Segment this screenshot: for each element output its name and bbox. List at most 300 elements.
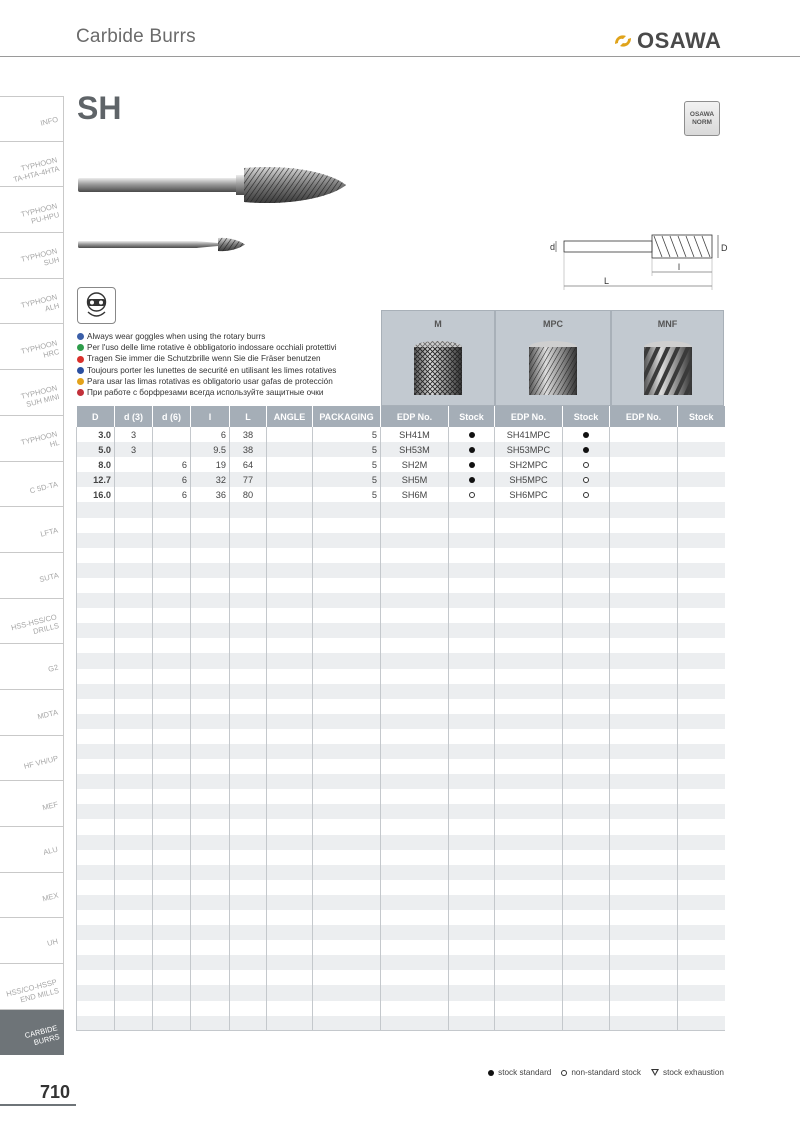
table-cell (267, 940, 313, 955)
sidebar-item[interactable] (0, 827, 64, 873)
table-cell: 8.0 (77, 457, 115, 472)
table-cell (313, 819, 381, 834)
table-cell (381, 819, 449, 834)
table-cell (495, 714, 563, 729)
table-cell (77, 518, 115, 533)
flag-icon (77, 389, 84, 396)
sidebar-item[interactable] (0, 370, 64, 416)
table-row (77, 835, 725, 850)
table-cell (115, 850, 153, 865)
table-row (77, 669, 725, 684)
cut-MNF-image (640, 339, 696, 399)
table-cell (449, 910, 495, 925)
table-cell (267, 835, 313, 850)
table-cell (563, 578, 610, 593)
table-cell (381, 970, 449, 985)
warning-text: При работе с борфрезами всегда используйте защитные очки (87, 388, 324, 398)
table-cell (678, 774, 725, 789)
table-cell (115, 880, 153, 895)
table-cell (495, 925, 563, 940)
table-cell (153, 729, 191, 744)
table-cell (449, 502, 495, 517)
table-cell (267, 593, 313, 608)
table-cell (449, 1001, 495, 1016)
table-cell (191, 608, 230, 623)
table-cell (563, 442, 610, 457)
table-cell (313, 895, 381, 910)
table-cell (449, 669, 495, 684)
table-cell (495, 669, 563, 684)
warning-text: Toujours porter les lunettes de securité en utilisant les limes rotatives (87, 365, 337, 375)
table-cell (495, 789, 563, 804)
table-cell (115, 623, 153, 638)
table-cell (153, 563, 191, 578)
table-cell (115, 487, 153, 502)
table-cell (563, 472, 610, 487)
table-cell (115, 925, 153, 940)
sidebar-item-label: MEX (41, 890, 60, 904)
table-cell (230, 518, 267, 533)
table-cell (267, 985, 313, 1000)
triangle-icon (651, 1069, 659, 1076)
table-cell: 38 (230, 427, 267, 442)
table-cell (610, 744, 678, 759)
table-cell (153, 593, 191, 608)
sidebar-item[interactable] (0, 964, 64, 1010)
sidebar-item[interactable] (0, 96, 64, 142)
table-cell (115, 653, 153, 668)
table-cell (267, 759, 313, 774)
table-cell (230, 774, 267, 789)
table-cell (77, 955, 115, 970)
table-cell (610, 608, 678, 623)
dimension-drawing (546, 226, 730, 294)
table-cell (115, 789, 153, 804)
table-cell (610, 593, 678, 608)
empty-dot-icon (583, 462, 589, 468)
sidebar-item-label: CARBIDE BURRS (23, 1023, 61, 1048)
table-row (77, 457, 725, 472)
table-cell (191, 1016, 230, 1031)
table-cell (381, 729, 449, 744)
table-cell (495, 563, 563, 578)
table-cell (610, 925, 678, 940)
table-cell: 5 (313, 442, 381, 457)
table-row (77, 684, 725, 699)
table-row (77, 502, 725, 517)
table-cell (267, 910, 313, 925)
table-cell: 80 (230, 487, 267, 502)
table-cell (449, 880, 495, 895)
table-cell (381, 533, 449, 548)
table-cell (381, 1001, 449, 1016)
sidebar-item[interactable] (0, 187, 64, 233)
table-cell (678, 940, 725, 955)
table-cell (267, 502, 313, 517)
table-cell (313, 804, 381, 819)
sidebar-item[interactable] (0, 599, 64, 645)
table-cell (153, 518, 191, 533)
table-cell (563, 638, 610, 653)
page-title: Carbide Burrs (76, 26, 196, 47)
sidebar-item-label: HSS-HSS/CO DRILLS (10, 612, 61, 636)
table-row (77, 653, 725, 668)
table-cell (77, 578, 115, 593)
stock-legend (488, 1068, 724, 1077)
table-cell (153, 759, 191, 774)
cut-type-M (381, 310, 495, 406)
table-cell (563, 819, 610, 834)
table-cell (77, 699, 115, 714)
table-cell (115, 804, 153, 819)
table-cell (115, 729, 153, 744)
table-cell (449, 970, 495, 985)
column-header: EDP No. (495, 406, 563, 427)
table-cell (381, 1016, 449, 1031)
table-cell (610, 684, 678, 699)
table-cell (381, 789, 449, 804)
dim-L-label: L (604, 276, 610, 286)
table-cell (191, 563, 230, 578)
table-cell: 3.0 (77, 427, 115, 442)
table-cell (449, 729, 495, 744)
column-header: l (191, 406, 230, 427)
table-cell (449, 804, 495, 819)
table-cell (153, 638, 191, 653)
table-row (77, 850, 725, 865)
table-cell (449, 865, 495, 880)
table-cell (449, 427, 495, 442)
empty-dot-icon (583, 492, 589, 498)
table-cell (449, 533, 495, 548)
table-row (77, 940, 725, 955)
column-header: d (3) (115, 406, 153, 427)
filled-dot-icon (583, 432, 589, 438)
burr-small-image (78, 234, 248, 256)
table-row (77, 608, 725, 623)
table-cell (563, 744, 610, 759)
table-cell (267, 1016, 313, 1031)
table-cell (495, 593, 563, 608)
table-cell (449, 985, 495, 1000)
table-cell (610, 578, 678, 593)
sidebar-item[interactable] (0, 279, 64, 325)
brand-logo (612, 28, 721, 54)
sidebar-item[interactable] (0, 416, 64, 462)
table-cell (115, 502, 153, 517)
table-row (77, 970, 725, 985)
table-cell (313, 623, 381, 638)
table-cell (191, 518, 230, 533)
table-cell (153, 684, 191, 699)
table-row (77, 548, 725, 563)
table-cell (115, 955, 153, 970)
table-cell (678, 895, 725, 910)
table-cell (610, 653, 678, 668)
flag-icon (77, 333, 84, 340)
table-cell (153, 789, 191, 804)
table-cell (381, 518, 449, 533)
table-cell (230, 578, 267, 593)
cut-type-label: MPC (543, 319, 563, 329)
table-cell (267, 684, 313, 699)
table-cell (381, 910, 449, 925)
table-row (77, 578, 725, 593)
table-cell (230, 502, 267, 517)
table-cell (563, 593, 610, 608)
table-cell (449, 835, 495, 850)
sidebar-item-label: MDTA (36, 707, 60, 722)
table-cell (230, 895, 267, 910)
sidebar-item[interactable] (0, 462, 64, 508)
table-cell (77, 653, 115, 668)
table-cell (678, 608, 725, 623)
table-row (77, 729, 725, 744)
table-cell (115, 910, 153, 925)
sidebar-item-label: TYPHOON HL (19, 429, 61, 450)
table-cell (115, 578, 153, 593)
brand-name: OSAWA (637, 28, 722, 53)
table-cell (449, 940, 495, 955)
cut-type-label: MNF (657, 319, 678, 329)
table-cell: 5 (313, 487, 381, 502)
table-cell (495, 835, 563, 850)
table-row (77, 925, 725, 940)
sidebar-item[interactable] (0, 553, 64, 599)
table-cell (230, 759, 267, 774)
table-cell (267, 699, 313, 714)
table-cell (153, 533, 191, 548)
table-cell (449, 789, 495, 804)
sidebar-item[interactable] (0, 918, 64, 964)
table-cell (313, 1001, 381, 1016)
table-cell (495, 910, 563, 925)
table-cell: SH53M (381, 442, 449, 457)
table-cell (230, 865, 267, 880)
table-cell (313, 684, 381, 699)
table-cell (77, 804, 115, 819)
table-cell (495, 518, 563, 533)
table-cell: 16.0 (77, 487, 115, 502)
sidebar-item[interactable] (0, 1010, 64, 1056)
table-row (77, 427, 725, 442)
table-cell (610, 533, 678, 548)
table-cell (191, 910, 230, 925)
table-cell (563, 925, 610, 940)
sidebar-item[interactable] (0, 736, 64, 782)
table-cell (610, 1016, 678, 1031)
table-row (77, 759, 725, 774)
table-cell (610, 1001, 678, 1016)
table-cell (678, 427, 725, 442)
table-cell (77, 970, 115, 985)
table-cell (381, 759, 449, 774)
table-cell (563, 774, 610, 789)
sidebar-item[interactable] (0, 873, 64, 919)
osawa-logo-icon (612, 30, 634, 52)
table-cell (449, 774, 495, 789)
table-cell (610, 472, 678, 487)
table-cell (115, 608, 153, 623)
table-cell (77, 895, 115, 910)
table-cell (267, 925, 313, 940)
table-cell (495, 865, 563, 880)
table-cell (495, 533, 563, 548)
table-cell (191, 880, 230, 895)
warning-text: Tragen Sie immer die Schutzbrille wenn Sie die Fräser benutzen (87, 354, 321, 364)
table-row (77, 472, 725, 487)
warning-text: Always wear goggles when using the rotary burrs (87, 332, 266, 341)
table-cell (610, 850, 678, 865)
table-cell (230, 985, 267, 1000)
table-cell (381, 925, 449, 940)
table-cell: 32 (191, 472, 230, 487)
table-cell (381, 623, 449, 638)
table-cell (267, 518, 313, 533)
table-cell (678, 1001, 725, 1016)
table-cell (563, 880, 610, 895)
table-cell (77, 850, 115, 865)
table-cell (267, 487, 313, 502)
flag-icon (77, 378, 84, 385)
dim-d-label: d (550, 242, 556, 252)
table-cell (230, 925, 267, 940)
table-cell (191, 895, 230, 910)
table-cell (313, 850, 381, 865)
table-cell (678, 472, 725, 487)
sidebar-item[interactable] (0, 324, 64, 370)
table-cell (77, 985, 115, 1000)
burr-large-image (78, 162, 348, 210)
sidebar-item[interactable] (0, 507, 64, 553)
sidebar-item[interactable] (0, 690, 64, 736)
table-cell: SH41MPC (495, 427, 563, 442)
sidebar-item-label: TYPHOON SUH (19, 246, 61, 268)
table-cell (610, 729, 678, 744)
table-cell: 5 (313, 472, 381, 487)
table-cell (77, 669, 115, 684)
table-cell: 9.5 (191, 442, 230, 457)
table-cell (115, 759, 153, 774)
table-cell (563, 487, 610, 502)
table-cell (153, 442, 191, 457)
table-cell (563, 789, 610, 804)
safety-warnings (77, 331, 337, 398)
table-cell (115, 472, 153, 487)
table-cell: 6 (191, 427, 230, 442)
column-header: Stock (449, 406, 495, 427)
warning-line (77, 376, 337, 387)
table-cell (381, 669, 449, 684)
table-cell (563, 1001, 610, 1016)
table-cell (77, 729, 115, 744)
table-cell (313, 714, 381, 729)
table-cell (495, 880, 563, 895)
table-cell (678, 684, 725, 699)
table-cell (313, 940, 381, 955)
table-cell (678, 850, 725, 865)
table-cell (449, 895, 495, 910)
column-header: PACKAGING (313, 406, 381, 427)
table-cell (563, 427, 610, 442)
table-cell: 12.7 (77, 472, 115, 487)
table-cell (77, 819, 115, 834)
flag-icon (77, 367, 84, 374)
table-row (77, 1016, 725, 1031)
column-header: ANGLE (267, 406, 313, 427)
table-cell (610, 789, 678, 804)
table-cell (449, 699, 495, 714)
table-cell (610, 895, 678, 910)
table-cell (610, 563, 678, 578)
sidebar-item[interactable] (0, 781, 64, 827)
table-cell (381, 563, 449, 578)
table-cell (449, 457, 495, 472)
table-cell (230, 638, 267, 653)
sidebar-item[interactable] (0, 233, 64, 279)
table-cell (77, 880, 115, 895)
table-cell (115, 940, 153, 955)
table-cell (449, 759, 495, 774)
table-cell (678, 593, 725, 608)
table-cell (267, 970, 313, 985)
warning-text: Per l'uso delle lime rotative è obbligatorio indossare occhiali protettivi (87, 343, 337, 353)
table-cell (313, 925, 381, 940)
table-cell (610, 865, 678, 880)
table-cell (153, 1001, 191, 1016)
table-cell (153, 714, 191, 729)
table-cell (610, 669, 678, 684)
table-cell: SH5MPC (495, 472, 563, 487)
table-cell (230, 669, 267, 684)
table-cell (495, 608, 563, 623)
table-cell (115, 774, 153, 789)
flag-icon (77, 356, 84, 363)
filled-dot-icon (488, 1070, 494, 1076)
table-cell (191, 548, 230, 563)
table-cell (77, 865, 115, 880)
table-cell: SH2MPC (495, 457, 563, 472)
table-cell (153, 910, 191, 925)
table-cell (115, 970, 153, 985)
table-row (77, 487, 725, 502)
table-cell (449, 472, 495, 487)
table-cell (678, 442, 725, 457)
warning-line (77, 365, 337, 376)
table-cell (678, 819, 725, 834)
table-header-row (77, 406, 725, 427)
sidebar-item[interactable] (0, 644, 64, 690)
table-cell (267, 895, 313, 910)
table-cell (313, 608, 381, 623)
table-cell (313, 638, 381, 653)
table-cell (563, 970, 610, 985)
warning-text: Para usar las limas rotativas es obligatorio usar gafas de protección (87, 376, 333, 386)
table-cell (153, 819, 191, 834)
table-cell (267, 880, 313, 895)
sidebar-item[interactable] (0, 142, 64, 188)
table-cell (267, 608, 313, 623)
table-cell (191, 623, 230, 638)
table-cell (267, 774, 313, 789)
table-cell (381, 850, 449, 865)
table-cell (610, 623, 678, 638)
table-cell (610, 714, 678, 729)
table-cell (610, 819, 678, 834)
table-cell (495, 623, 563, 638)
table-cell (267, 804, 313, 819)
table-row (77, 985, 725, 1000)
